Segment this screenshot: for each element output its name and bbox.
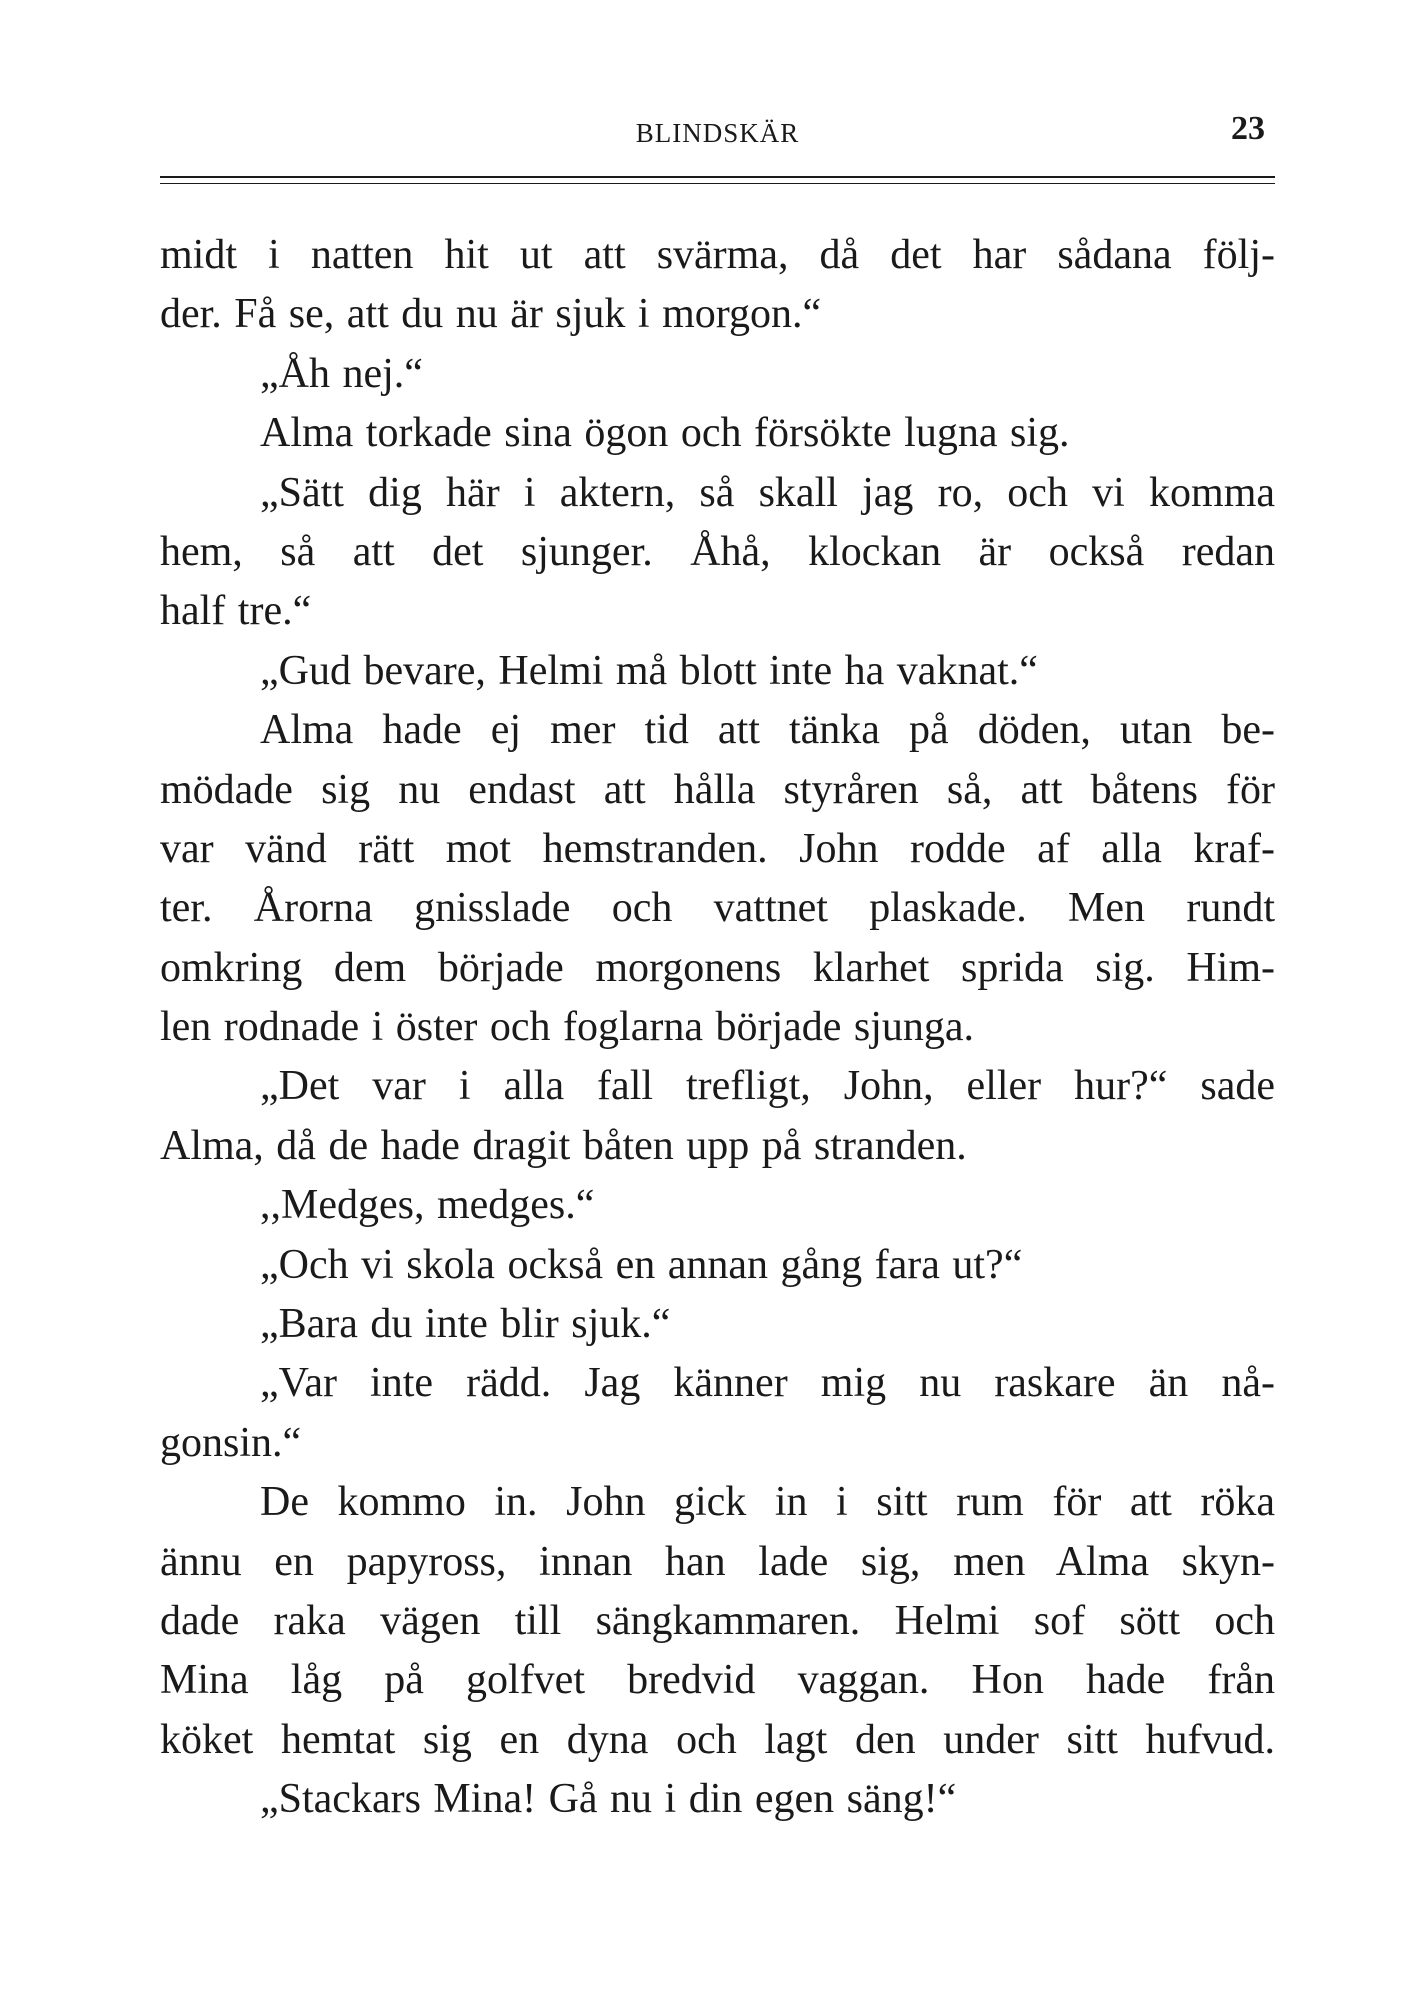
text-line: half tre.“: [160, 588, 312, 635]
text-line: dade raka vägen till sängkammaren. Helmi sof sött och: [160, 1597, 1275, 1644]
text-line: ,,Medges, medges.“: [260, 1182, 595, 1229]
text-line: ännu en papyross, innan han lade sig, men Alma skyn-: [160, 1538, 1275, 1585]
text-line: gonsin.“: [160, 1419, 302, 1466]
text-line: „Var inte rädd. Jag känner mig nu raskare än nå-: [260, 1360, 1275, 1407]
text-line: „Sätt dig här i aktern, så skall jag ro, och vi komma: [260, 469, 1275, 516]
text-line: „Stackars Mina! Gå nu i din egen säng!“: [260, 1776, 957, 1823]
running-title: BLINDSKÄR: [635, 118, 800, 148]
text-line: ter. Årorna gnisslade och vattnet plaskade. Men rundt: [160, 885, 1275, 932]
text-line: Mina låg på golfvet bredvid vaggan. Hon hade från: [160, 1657, 1275, 1704]
text-line: midt i natten hit ut att svärma, då det har sådana följ-: [160, 232, 1275, 278]
text-line: „Och vi skola också en annan gång fara ut?“: [260, 1241, 1023, 1288]
text-line: omkring dem började morgonens klarhet sprida sig. Him-: [160, 944, 1275, 991]
text-line: „Åh nej.“: [260, 350, 423, 397]
text-line: Alma hade ej mer tid att tänka på döden, utan be-: [260, 707, 1275, 754]
text-line: der. Få se, att du nu är sjuk i morgon.“: [160, 291, 822, 338]
text-line: „Bara du inte blir sjuk.“: [260, 1301, 671, 1348]
text-line: De kommo in. John gick in i sitt rum för att röka: [260, 1479, 1275, 1526]
text-line: köket hemtat sig en dyna och lagt den under sitt hufvud.: [160, 1716, 1275, 1763]
text-line: „Det var i alla fall trefligt, John, eller hur?“ sade: [260, 1063, 1275, 1110]
running-head: [160, 110, 1275, 160]
body-text: [160, 226, 1275, 1830]
text-line: Alma, då de hade dragit båten upp på stranden.: [160, 1122, 967, 1169]
text-line: Alma torkade sina ögon och försökte lugna sig.: [260, 410, 1070, 457]
text-line: hem, så att det sjunger. Åhå, klockan är också redan: [160, 528, 1275, 575]
page-number: 23: [1231, 110, 1265, 147]
text-line: „Gud bevare, Helmi må blott inte ha vaknat.“: [260, 647, 1038, 694]
text-line: var vänd rätt mot hemstranden. John rodde af alla kraf-: [160, 825, 1275, 872]
text-line: mödade sig nu endast att hålla styråren så, att båtens för: [160, 766, 1275, 813]
text-line: len rodnade i öster och foglarna började sjunga.: [160, 1004, 975, 1051]
header-rule: [160, 176, 1275, 184]
